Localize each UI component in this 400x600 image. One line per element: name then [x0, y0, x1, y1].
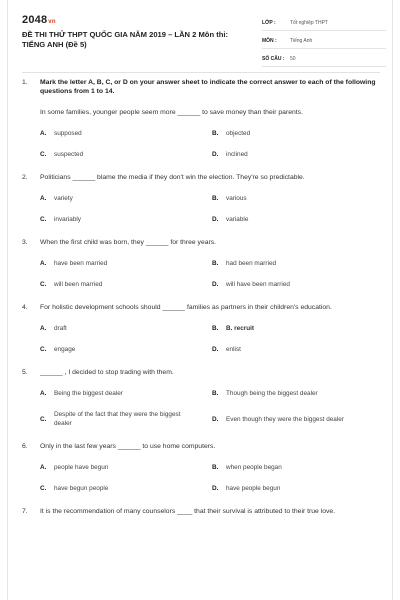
option-b[interactable]: B. when people began: [212, 464, 282, 471]
meta-subject: MÔN : Tiếng Anh: [262, 34, 386, 49]
option-a[interactable]: A. draft: [40, 325, 67, 332]
option-a[interactable]: A. variety: [40, 195, 73, 202]
option-d[interactable]: D. will have been married: [212, 281, 290, 288]
options: [40, 324, 382, 354]
option-c[interactable]: C. will been married: [40, 281, 103, 288]
option-d[interactable]: D. Even though they were the biggest dealer: [212, 415, 344, 423]
question-list: [22, 78, 382, 516]
meta-question-count: SỐ CÂU : 50: [262, 52, 386, 67]
question-3: 3. When the first child was born, they ______ for three years.: [22, 239, 217, 246]
option-b[interactable]: B. objected: [212, 130, 251, 137]
question-4: 4. For holistic development schools should ______ families as partners in their children's education.: [22, 304, 332, 311]
option-a[interactable]: A. have been married: [40, 260, 108, 267]
question-stem: In some families, younger people seem more ______ to save money than their parents.: [40, 109, 303, 116]
exam-title: ĐỀ THI THỬ THPT QUỐC GIA NĂM 2019 – LẦN 2 Môn thi: TIẾNG ANH (Đề 5): [22, 30, 228, 49]
options: [40, 259, 382, 289]
option-b[interactable]: B. various: [212, 195, 247, 202]
option-d[interactable]: D. enlist: [212, 346, 241, 353]
option-c[interactable]: C. Despite of the fact that they were the biggest dealer: [40, 411, 181, 427]
option-a[interactable]: A. people have begun: [40, 464, 109, 471]
question-5: 5. ______ , I decided to stop trading with them.: [22, 369, 174, 376]
question-instruction: Mark the letter A, B, C, or D on your answer sheet to indicate the correct answer to each of the following questions from 1 to 14.: [40, 79, 376, 95]
question-2: 2. Politicians ______ blame the media if they don't win the election. They're so predictable.: [22, 174, 305, 181]
option-a[interactable]: A. supposed: [40, 130, 82, 137]
header: [22, 14, 386, 60]
option-a[interactable]: A. Being the biggest dealer: [40, 390, 123, 397]
meta-class: LỚP : Tốt nghiệp THPT: [262, 16, 386, 31]
question-6: 6. Only in the last few years ______ to use home computers.: [22, 443, 216, 450]
exam-page: [7, 0, 393, 600]
option-b[interactable]: B. had been married: [212, 260, 277, 267]
header-divider: [22, 72, 380, 73]
option-c[interactable]: C. have begun people: [40, 485, 109, 492]
option-b[interactable]: B. Though being the biggest dealer: [212, 390, 318, 397]
option-c[interactable]: C. invariably: [40, 216, 81, 223]
option-d[interactable]: D. have people begun: [212, 485, 281, 492]
logo[interactable]: 2048vn: [22, 14, 56, 26]
option-b[interactable]: B. B. recruit: [212, 325, 255, 332]
question-1: 1. Mark the letter A, B, C, or D on your answer sheet to indicate the correct answer to each of the following questions from 1 to 14.: [22, 78, 382, 96]
option-c[interactable]: C. engage: [40, 346, 76, 353]
options: [40, 129, 382, 159]
options: [40, 389, 382, 428]
options: [40, 194, 382, 224]
question-7: 7. It is the recommendation of many counselors ____ that their survival is attributed to their true love.: [22, 508, 336, 515]
option-d[interactable]: D. variable: [212, 216, 249, 223]
option-d[interactable]: D. inclined: [212, 151, 248, 158]
exam-meta: [262, 16, 386, 70]
options: [40, 463, 382, 493]
option-c[interactable]: C. suspected: [40, 151, 84, 158]
